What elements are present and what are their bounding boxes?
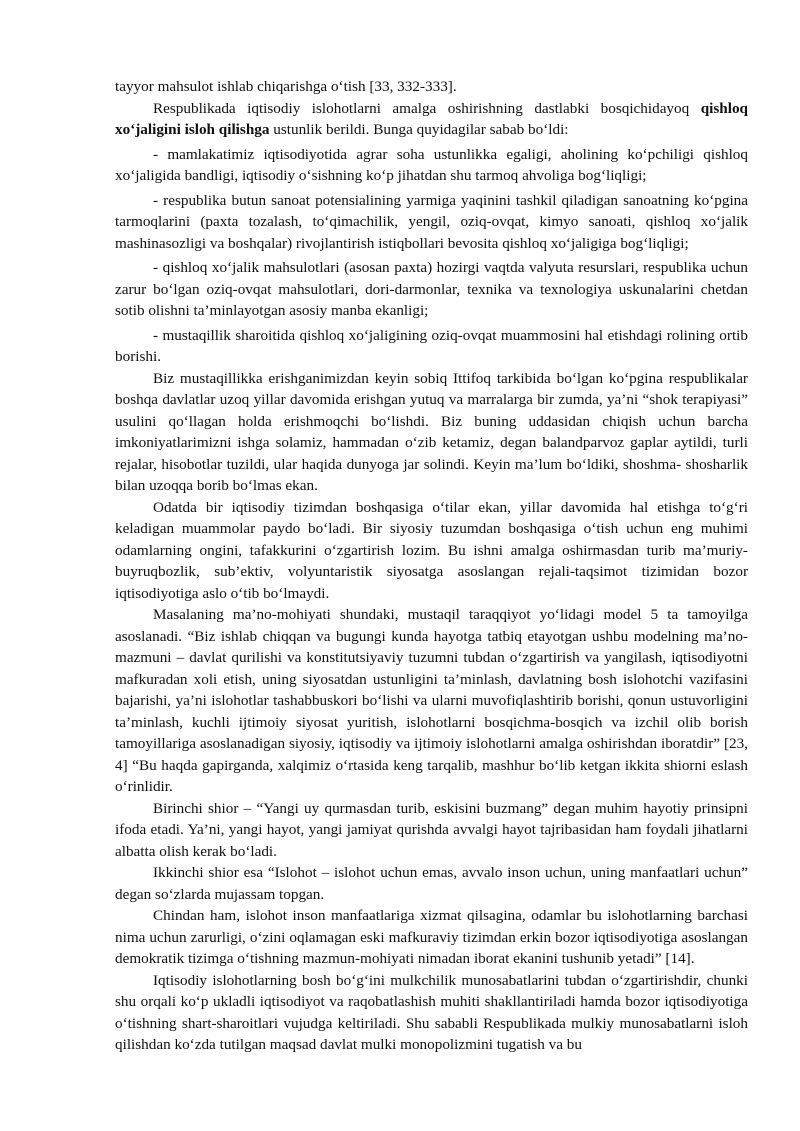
paragraph-continuation: tayyor mahsulot ishlab chiqarishga o‘tish [33, 332-333]. xyxy=(115,78,457,95)
list-item: - qishloq xo‘jalik mahsulotlari (asosan paxta) hozirgi vaqtda valyuta resurslari, respublika uchun zarur bo‘lgan oziq-ovqat mahsulotlari, dori-darmonlar, texnika va texnologiya uskunalarini chetdan sotib olishni ta’minlayotgan asosiy manba ekanligi; xyxy=(115,259,748,319)
paragraph-second-slogan: Ikkinchi shior esa “Islohot – islohot uchun emas, avvalo inson uchun, uning manfaatlari uchun” degan so‘zlarda mujassam topgan. xyxy=(115,864,748,903)
paragraph-text: ustunlik berildi. Bunga quyidagilar sabab bo‘ldi: xyxy=(269,121,569,138)
paragraph-independence: Biz mustaqillikka erishganimizdan keyin sobiq Ittifoq tarkibida bo‘lgan ko‘pgina respublikalar boshqa davlatlar uzoq yillar davomida erishgan yutuq va marralarga bir zumda, ya’ni “shok terapiyasi” usulini qo‘llagan holda erishmoqchi bo‘lishdi. Biz buning uddasidan chiqish uchun barcha imkoniyatlarimizni ishga solamiz, hammadan o‘zib ketamiz, degan balandparvoz gaplar aytildi, turli rejalar, hisobotlar tuzildi, ular haqida dunyoga jar solindi. Keyin ma’lum bo‘ldiki, shoshma- shosharlik bilan uzoqqa borib bo‘lmas ekan. xyxy=(115,369,748,494)
paragraph-transition: Odatda bir iqtisodiy tizimdan boshqasiga o‘tilar ekan, yillar davomida hal etishga to‘g‘ri keladigan muammolar paydo bo‘ladi. Bir siyosiy tuzumdan boshqasiga o‘tish uchun eng muhimi odamlarning ongini, tafakkurini o‘zgartirish lozim. Bu ishni amalga oshirmasdan turib ma’muriy-buyruqbozlik, sub’ektiv, volyuntaristik siyosatga asoslangan rejali-taqsimot tizimidan bozor iqtisodiyotiga aslo o‘tib bo‘lmaydi. xyxy=(115,498,748,602)
bold-emphasis: qishloq xo‘jaligini isloh qilishga xyxy=(115,99,748,138)
paragraph-text: Respublikada iqtisodiy islohotlarni amalga oshirishning dastlabki bosqichidayoq xyxy=(153,99,701,117)
paragraph-first-slogan: Birinchi shior – “Yangi uy qurmasdan turib, eskisini buzmang” degan muhim hayotiy prinsipni ifoda etadi. Ya’ni, yangi hayot, yangi jamiyat qurishda avvalgi hayot tajribasidan ham foydali jihatlarni albatta olish kerak bo‘ladi. xyxy=(115,799,748,860)
list-item: - mamlakatimiz iqtisodiyotida agrar soha ustunlikka egaligi, aholining ko‘pchiligi qishloq xo‘jaligida bandligi, iqtisodiy o‘sishning ko‘p jihatdan shu tarmoq ahvoliga bog‘liqligi; xyxy=(115,145,748,184)
paragraph-property-relations: Iqtisodiy islohotlarning bosh bo‘g‘ini mulkchilik munosabatlarini tubdan o‘zgartirishdir, chunki shu orqali ko‘p ukladli iqtisodiyot va raqobatlashish muhiti shakllantiriladi hamda bozor iqtisodiyotiga o‘tishning shart-sharoitlari vujudga keltiriladi. Shu sababli Respublikada mulkiy munosabatlarni isloh qilishdan ko‘zda tutilgan maqsad davlat mulki monopolizmini tugatish va bu xyxy=(115,971,748,1053)
list-item: - respublika butun sanoat potensialining yarmiga yaqinini tashkil qiladigan sanoatning ko‘pgina tarmoqlarini (paxta tozalash, to‘qimachilik, yengil, oziq-ovqat, kimyo sanoati, qishloq xo‘jalik mashinasozligi va boshqalar) rivojlantirish istiqbollari bevosita qishloq xo‘jaligiga bog‘liqligi; xyxy=(115,191,748,252)
list-item: - mustaqillik sharoitida qishloq xo‘jaligining oziq-ovqat muammosini hal etishdagi rolining ortib borishi. xyxy=(115,326,748,365)
paragraph-agriculture-reform xyxy=(115,98,748,141)
paragraph-model-principles: Masalaning ma’no-mohiyati shundaki, mustaqil taraqqiyot yo‘lidagi model 5 ta tamoyilga asoslanadi. “Biz ishlab chiqqan va bugungi kunda hayotga tatbiq etayotgan ushbu modelning ma’no- mazmuni – davlat qurilishi va konstitutsiyaviy tuzumni tubdan o‘zgartirish va yangilash, iqtisodiyotni mafkuradan xoli etish, uning siyosatdan ustunligini ta’minlash, davlatning bosh islohotchi vazifasini bajarishi, ya’ni islohotlar tashabbuskori bo‘lishi va ularni muvofiqlashtirib borishi, qonun ustuvorligini ta’minlash, kuchli ijtimoiy siyosat yuritish, islohotlarni bosqichma-bosqich va izchil olib borish tamoyillariga asoslanadigan siyosiy, iqtisodiy va ijtimoiy islohotlarni amalga oshirishdan iboratdir” [23, 4] “Bu haqda gapirganda, xalqimiz o‘rtasida keng tarqalib, mashhur bo‘lib ketgan ikkita shiorni eslash o‘rinlidir. xyxy=(115,606,748,795)
paragraph-reform-interests: Chindan ham, islohot inson manfaatlariga xizmat qilsagina, odamlar bu islohotlarning barchasi nima uchun zarurligi, o‘zini oqlamagan eski mafkuraviy tizimdan erkin bozor iqtisodiyotiga asoslangan demokratik tizimga o‘tishning mazmun-mohiyati nimadan iborat ekanini tushunib yetadi” [14]. xyxy=(115,907,748,967)
